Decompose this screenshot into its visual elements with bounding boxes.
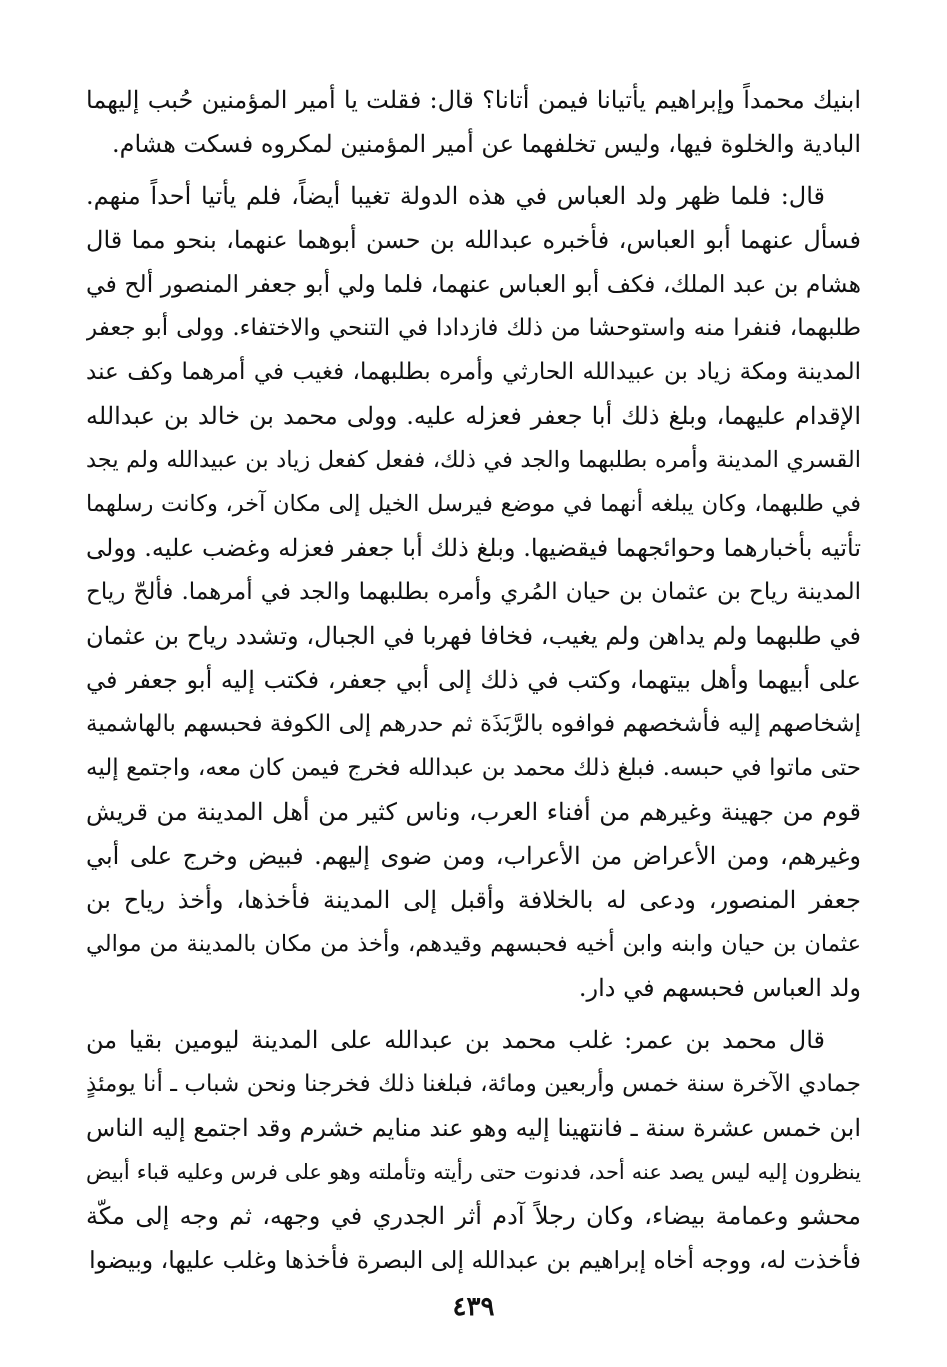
paragraph <box>86 174 861 1010</box>
paragraph-gap <box>86 1010 861 1018</box>
text-line: المدينة رياح بن عثمان بن حيان المُري وأمره بطلبهما والجد في أمرهما. فألحّ رياح <box>86 579 861 605</box>
paragraph <box>86 78 861 166</box>
text-line: فسأل عنهما أبو العباس، فأخبره عبدالله بن حسن أبوهما عنهما، بنحو مما قال <box>86 226 861 254</box>
text-line: محشو وعمامة بيضاء، وكان رجلاً آدم أثر الجدري في وجهه، ثم وجه إلى مكّة <box>86 1202 861 1230</box>
text-line: عثمان بن حيان وابنه وابن أخيه فحبسهم وقيدهم، وأخذ من مكان بالمدينة من موالي <box>86 931 861 957</box>
text-line: تأتيه بأخبارهما وحوائجهما فيقضيها. وبلغ ذلك أبا جعفر فعزله وغضب عليه. وولى <box>86 534 861 562</box>
paragraph <box>86 1018 861 1282</box>
body-text <box>86 78 861 1282</box>
text-line: إشخاصهم إليه فأشخصهم فوافوه بالرَّبَذَة ثم حدرهم إلى الكوفة فحبسهم بالهاشمية <box>86 711 861 737</box>
text-line: طلبهما، فنفرا منه واستوحشا من ذلك فازدادا في التنحي والاختفاء. وولى أبو جعفر <box>86 315 861 341</box>
text-line: في طلبهما، وكان يبلغه أنهما في موضع فيرسل الخيل إلى مكان آخر، وكانت رسلهما <box>86 491 861 517</box>
text-line: ابن خمس عشرة سنة ـ فانتهينا إليه وهو عند منايم خشرم وقد اجتمع إليه الناس <box>86 1114 861 1142</box>
text-line: على أبيهما وأهل بيتهما، وكتب في ذلك إلى أبي جعفر، فكتب إليه أبو جعفر في <box>86 666 861 694</box>
text-line: الإقدام عليهما، وبلغ ذلك أبا جعفر فعزله عليه. وولى محمد بن خالد بن عبدالله <box>86 402 861 430</box>
text-line: قال محمد بن عمر: غلب محمد بن عبدالله على المدينة ليومين بقيا من <box>86 1026 825 1054</box>
text-line: ولد العباس فحبسهم في دار. <box>578 974 861 1002</box>
text-line: المدينة ومكة زياد بن عبيدالله الحارثي وأمره بطلبهما، فغيب في أمرهما وكف عند <box>86 359 861 385</box>
text-line: حتى ماتوا في حبسه. فبلغ ذلك محمد بن عبدالله فخرج فيمن كان معه، واجتمع إليه <box>86 755 861 781</box>
text-line: البادية والخلوة فيها، وليس تخلفهما عن أمير المؤمنين لمكروه فسكت هشام. <box>111 130 861 158</box>
text-line: قوم من جهينة وغيرهم من أفناء العرب، وناس كثير من أهل المدينة من قريش <box>86 798 861 826</box>
text-line: هشام بن عبد الملك، فكف أبو العباس عنهما، فلما ولي أبو جعفر المنصور ألح في <box>86 270 861 298</box>
page-number: ٤٣٩ <box>452 1292 495 1322</box>
text-line: قال: فلما ظهر ولد العباس في هذه الدولة تغيبا أيضاً، فلم يأتيا أحداً منهم. <box>86 182 825 210</box>
text-line: ابنيك محمداً وإبراهيم يأتيانا فيمن أتانا؟ قال: فقلت يا أمير المؤمنين حُبب إليهما <box>86 86 861 114</box>
text-line: ينظرون إليه ليس يصد عنه أحد، فدنوت حتى رأيته وتأملته وهو على فرس وعليه قباء أبيض <box>86 1160 861 1184</box>
text-line: في طلبهما ولم يداهن ولم يغيب، فخافا فهربا في الجبال، وتشدد رياح بن عثمان <box>86 622 861 650</box>
paragraph-gap <box>86 166 861 174</box>
text-line: وغيرهم، ومن الأعراض من الأعراب، ومن ضوى إليهم. فبيض وخرج على أبي <box>86 842 861 870</box>
text-line: جعفر المنصور، ودعى له بالخلافة وأقبل إلى المدينة فأخذها، وأخذ رياح بن <box>86 886 861 914</box>
text-line: فأخذت له، ووجه أخاه إبراهيم بن عبدالله إلى البصرة فأخذها وغلب عليها، وبيضوا <box>89 1246 861 1274</box>
text-line: جمادي الآخرة سنة خمس وأربعين ومائة، فبلغنا ذلك فخرجنا ونحن شباب ـ أنا يومئذٍ <box>86 1071 861 1097</box>
text-line: القسري المدينة وأمره بطلبهما والجد في ذلك، ففعل كفعل زياد بن عبيدالله ولم يجد <box>86 447 861 473</box>
